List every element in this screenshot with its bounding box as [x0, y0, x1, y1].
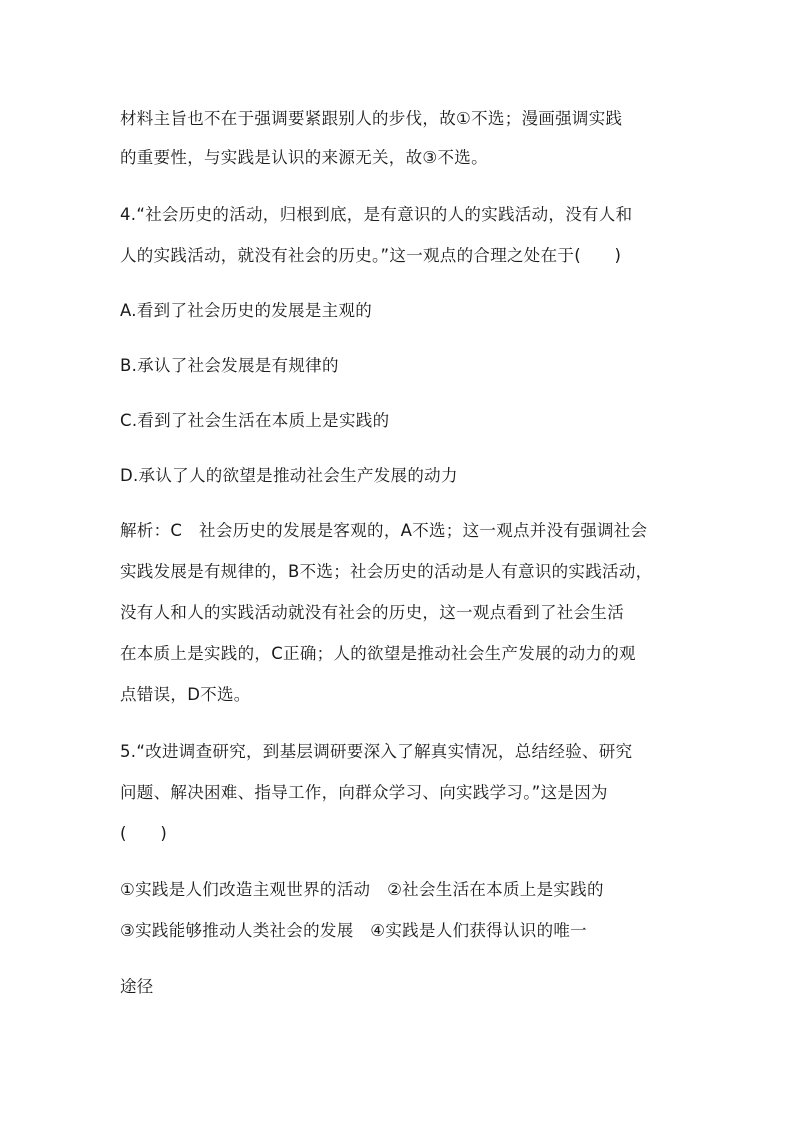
q4-stem-line-2: 人的实践活动，就没有社会的历史。”这一观点的合理之处在于( ) [120, 246, 622, 265]
q5-stem-line-1: 5.“改进调查研究，到基层调研要深入了解真实情况，总结经验、研究 [120, 742, 633, 761]
prev-analysis-line-1: 材料主旨也不在于强调要紧跟别人的步伐，故①不选；漫画强调实践 [120, 109, 623, 128]
q4-option-c: C.看到了社会生活在本质上是实践的 [120, 411, 390, 430]
q4-analysis-line-2: 实践发展是有规律的，B不选；社会历史的活动是人有意识的实践活动， [120, 562, 653, 581]
q4-option-d: D.承认了人的欲望是推动社会生产发展的动力 [120, 466, 458, 485]
q4-analysis-line-5: 点错误，D不选。 [120, 685, 251, 704]
q5-stem-line-2: 问题、解决困难、指导工作，向群众学习、向实践学习。”这是因为 [120, 783, 608, 802]
q5-stem-line-3: ( ) [120, 824, 168, 843]
q4-option-b: B.承认了社会发展是有规律的 [120, 356, 339, 375]
q5-choice-line-3: 途径 [120, 977, 154, 996]
q4-analysis-line-4: 在本质上是实践的，C正确；人的欲望是推动社会生产发展的动力的观 [120, 644, 636, 663]
q4-stem-line-1: 4.“社会历史的活动，归根到底，是有意识的人的实践活动，没有人和 [120, 205, 633, 224]
q5-choice-line-1: ①实践是人们改造主观世界的活动 ②社会生活在本质上是实践的 [120, 880, 604, 899]
q5-choice-line-2: ③实践能够推动人类社会的发展 ④实践是人们获得认识的唯一 [120, 921, 587, 940]
q4-analysis-line-1: 解析：C 社会历史的发展是客观的，A不选；这一观点并没有强调社会 [120, 521, 648, 540]
q4-option-a: A.看到了社会历史的发展是主观的 [120, 301, 373, 320]
prev-analysis-line-2: 的重要性，与实践是认识的来源无关，故③不选。 [120, 148, 488, 167]
q4-analysis-line-3: 没有人和人的实践活动就没有社会的历史，这一观点看到了社会生活 [120, 603, 624, 622]
